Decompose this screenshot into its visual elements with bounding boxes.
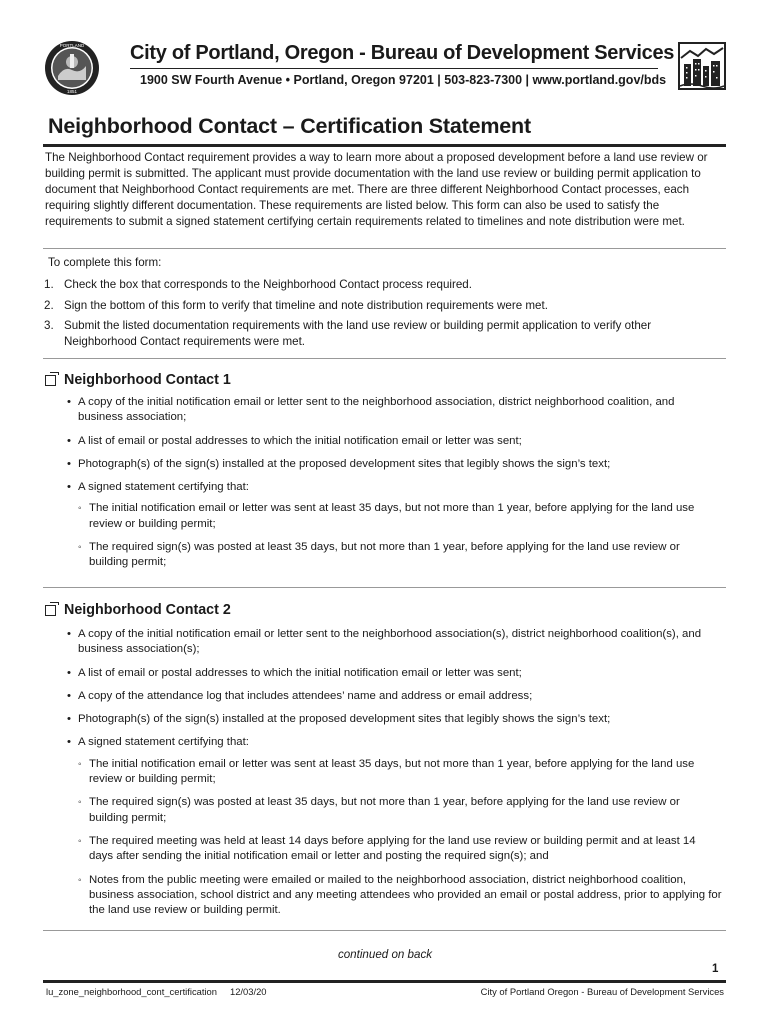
step-text: Submit the listed documentation requirements with the land use review or building permit application to verify other Neighborhood Contact requirements were met.: [64, 319, 652, 348]
nc1-certification-list: [78, 501, 722, 570]
continued-note: continued on back: [337, 948, 433, 961]
page-number: 1: [712, 963, 719, 975]
instruction-step: [44, 277, 724, 293]
sub-list-item: ◦ The required sign(s) was posted at least 35 days, but not more than 1 year, before applying for the land use review or building permit;: [78, 795, 722, 826]
section-divider: [43, 587, 726, 588]
step-text: Check the box that corresponds to the Neighborhood Contact process required.: [64, 278, 472, 291]
list-item: • Photograph(s) of the sign(s) installed at the proposed development sites that legibly shows the sign’s text;: [66, 712, 722, 727]
list-item-text: A signed statement certifying that:: [78, 481, 249, 494]
section-divider: [43, 358, 726, 359]
instructions-list: [44, 272, 724, 349]
instructions-title: To complete this form:: [48, 256, 162, 269]
svg-text:PORTLAND: PORTLAND: [59, 43, 85, 48]
letterhead: [40, 38, 726, 102]
title-divider: [43, 144, 726, 147]
footer-form-id: [46, 986, 267, 997]
sub-list-item: ◦ The required meeting was held at least 14 days before applying for the land use review or building permit and at least 14 days after sending the initial notification email or letter and posting the required sign(s); and: [78, 834, 722, 865]
sub-list-item: ◦ The initial notification email or letter was sent at least 35 days, but not more than 1 year, before applying for the land use review or building permit;: [78, 501, 722, 532]
list-item: • A list of email or postal addresses to which the initial notification email or letter was sent;: [66, 434, 722, 449]
form-date: 12/03/20: [230, 986, 267, 997]
nc2-certification-list: [78, 757, 722, 919]
step-number: 3.: [44, 319, 54, 332]
list-item: [66, 735, 722, 918]
city-skyline-logo-icon: [678, 42, 726, 90]
list-item: [66, 480, 722, 570]
header-divider: [130, 68, 658, 69]
footer-divider: [43, 980, 726, 983]
nc2-requirements-list: [66, 627, 722, 926]
list-item-text: A signed statement certifying that:: [78, 736, 249, 749]
form-id: lu_zone_neighborhood_cont_certification: [46, 986, 217, 997]
sub-list-item: ◦ The initial notification email or letter was sent at least 35 days, but not more than 1 year, before applying for the land use review or building permit;: [78, 757, 722, 788]
step-text: Sign the bottom of this form to verify that timeline and note distribution requirements were met.: [64, 298, 548, 312]
nc1-heading: [45, 372, 231, 388]
nc1-heading-label: Neighborhood Contact 1: [64, 372, 231, 388]
section-divider: [43, 930, 726, 931]
nc1-checkbox[interactable]: [45, 375, 56, 386]
city-seal-icon: [44, 40, 100, 96]
organization-address: 1900 SW Fourth Avenue • Portland, Oregon 97201 | 503-823-7300 | www.portland.gov/bds: [140, 73, 667, 87]
nc1-requirements-list: [66, 395, 722, 579]
instruction-step: [44, 298, 724, 314]
list-item: • A copy of the initial notification email or letter sent to the neighborhood association, district neighborhood coalition, and business association;: [66, 395, 722, 426]
sub-list-item: ◦ The required sign(s) was posted at least 35 days, but not more than 1 year, before applying for the land use review or building permit;: [78, 540, 722, 571]
step-number: 1.: [44, 278, 54, 291]
instruction-step: [44, 318, 724, 349]
sub-list-item: ◦ Notes from the public meeting were emailed or mailed to the neighborhood association, district neighborhood coalition, business association, school district and any meeting attendees who provided an email or postal address, prior to applying for the land use review or building permit.: [78, 873, 722, 919]
svg-text:1851: 1851: [66, 89, 78, 94]
step-number: 2.: [44, 298, 54, 312]
form-title: Neighborhood Contact – Certification Statement: [48, 114, 531, 138]
organization-name: City of Portland, Oregon - Bureau of Development Services: [130, 42, 675, 64]
nc2-checkbox[interactable]: [45, 605, 56, 616]
nc2-heading: [45, 602, 231, 618]
footer-organization: City of Portland Oregon - Bureau of Development Services: [480, 986, 724, 997]
nc2-heading-label: Neighborhood Contact 2: [64, 602, 231, 618]
list-item: • A list of email or postal addresses to which the initial notification email or letter was sent;: [66, 666, 722, 681]
intro-divider: [43, 248, 726, 249]
list-item: • Photograph(s) of the sign(s) installed at the proposed development sites that legibly shows the sign’s text;: [66, 457, 722, 472]
list-item: • A copy of the attendance log that includes attendees’ name and address or email address;: [66, 689, 722, 704]
list-item: • A copy of the initial notification email or letter sent to the neighborhood association(s), district neighborhood coalition(s), and business association(s);: [66, 627, 722, 658]
intro-paragraph: The Neighborhood Contact requirement provides a way to learn more about a proposed development before a land use review or building permit is submitted. The applicant must provide documentation with the land use review or building permit application to document that Neighborhood Contact requirements are met. There are three different Neighborhood Contact processes, each requiring slightly different documentation. These requirements are listed below. This form can also be used to satisfy the requirements to submit a signed statement certifying certain requirements related to timelines and note distribution were met.: [45, 151, 708, 228]
